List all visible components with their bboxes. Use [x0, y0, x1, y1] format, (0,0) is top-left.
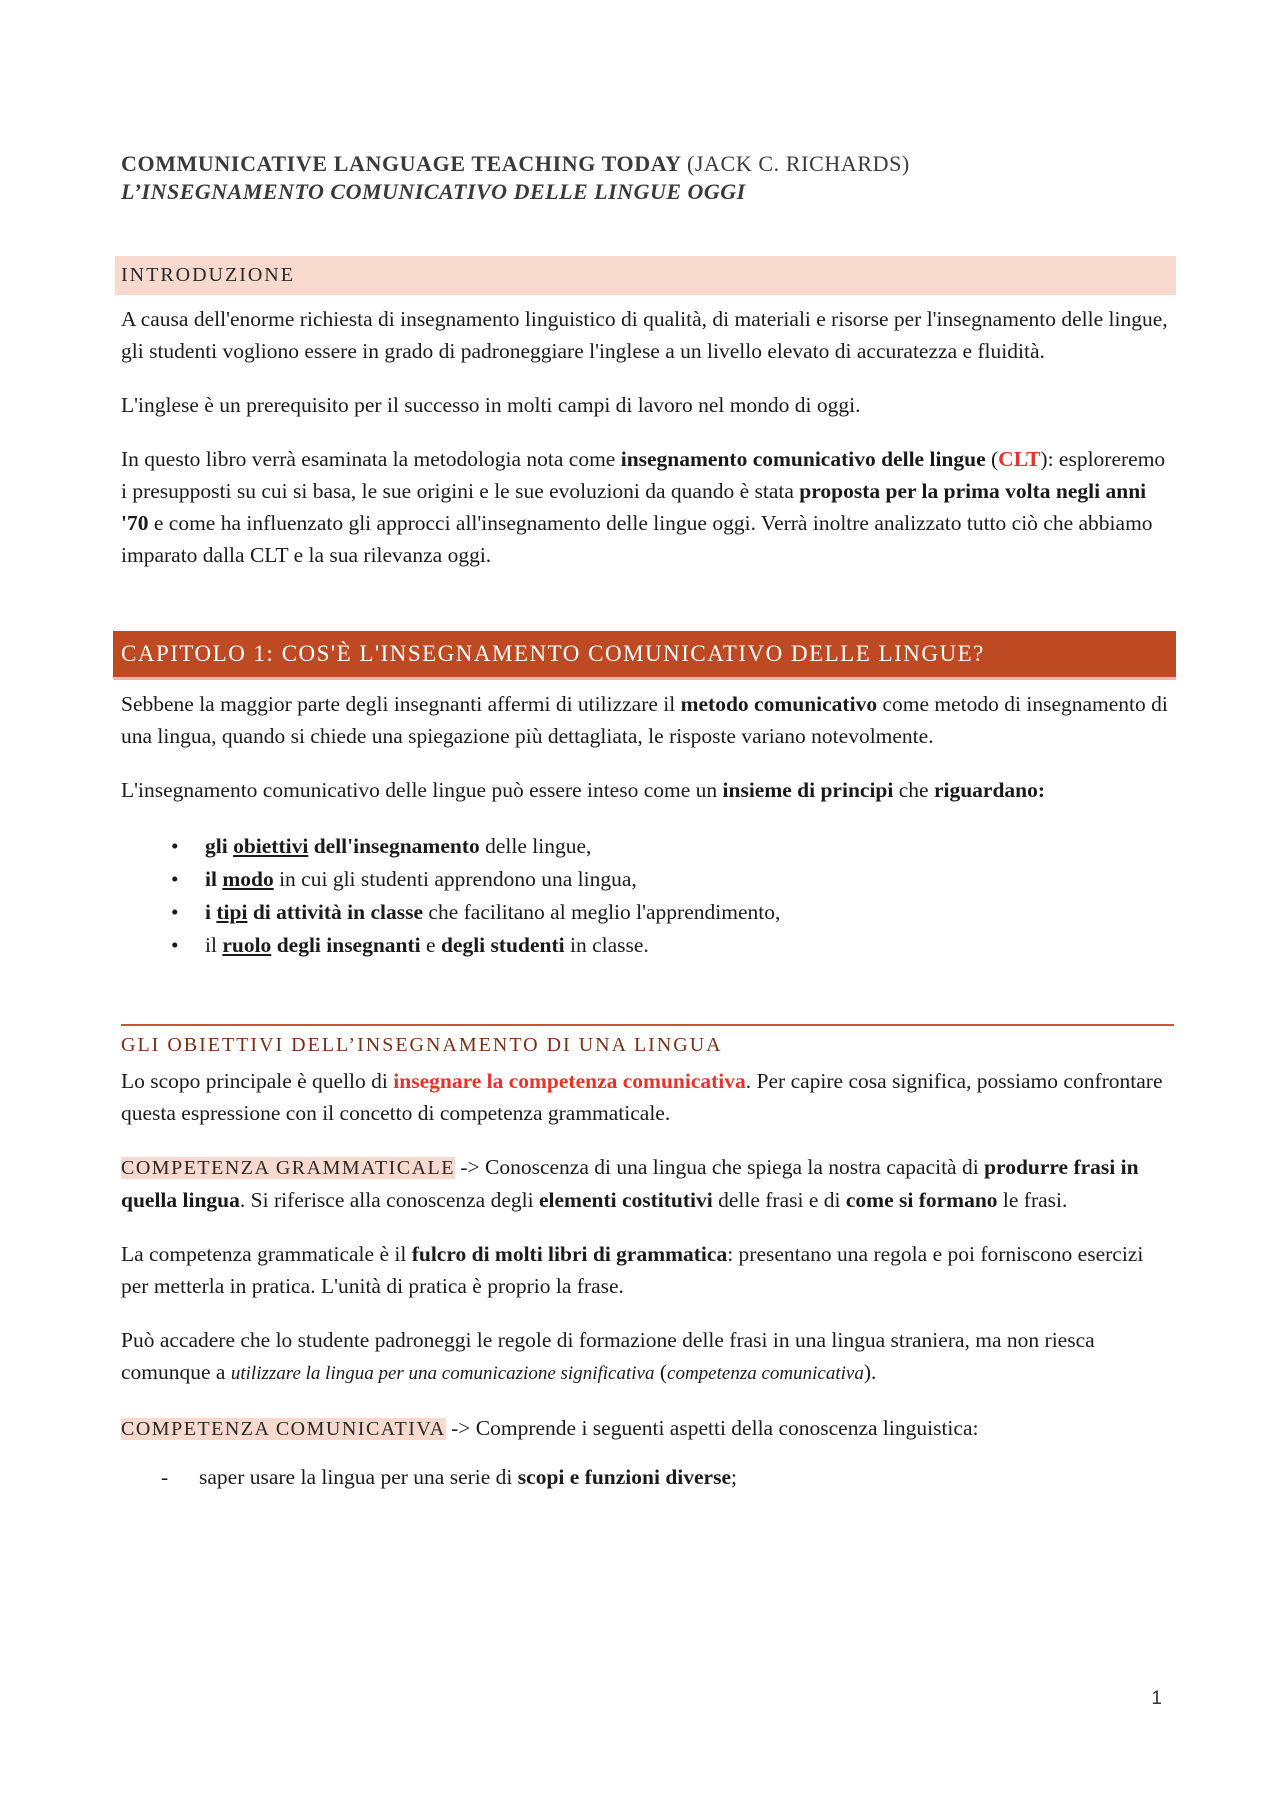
heading-obiettivi: GLI OBIETTIVI DELL’INSEGNAMENTO DI UNA LINGUA — [121, 1024, 1174, 1057]
intro-paragraph-2: L'inglese è un prerequisito per il successo in molti campi di lavoro nel mondo di oggi. — [121, 393, 861, 417]
bold-run: degli studenti — [440, 933, 565, 957]
underlined-run: tipi — [216, 900, 248, 924]
clt-highlight: CLT — [998, 447, 1041, 471]
bold-run: dell'insegnamento — [308, 834, 480, 858]
bullet-icon: • — [171, 900, 179, 924]
text-run: che facilitano al meglio l'apprendimento, — [423, 900, 781, 924]
text-run: delle frasi e di — [712, 1188, 846, 1212]
page-number: 1 — [1151, 1688, 1162, 1709]
text-run: ( — [985, 447, 999, 471]
bold-run: fulcro di molti libri di grammatica — [411, 1242, 728, 1266]
text-run: come metodo di insegnamento di una lingua, quando si chiede una spiegazione più dettagliata, le risposte variano notevolmente. — [121, 692, 1168, 748]
text-run: ( — [654, 1360, 668, 1384]
chapter1-paragraph-2 — [121, 774, 1171, 806]
document-subtitle: L’INSEGNAMENTO COMUNICATIVO DELLE LINGUE OGGI — [121, 179, 746, 204]
red-highlight: insegnare la competenza comunicativa — [393, 1069, 746, 1093]
section1-paragraph-4 — [121, 1324, 1171, 1390]
italic-run: utilizzare la lingua per una comunicazione significativa — [230, 1363, 655, 1384]
bold-run: i — [205, 900, 217, 924]
bold-run: il — [205, 867, 223, 891]
underlined-run: obiettivi — [233, 834, 309, 858]
text-run: Può accadere che lo studente padroneggi le regole di formazione delle frasi in una lingua straniera, ma non riesca comunque a — [121, 1328, 1095, 1384]
text-run: In questo libro verrà esaminata la metodologia nota come — [121, 447, 621, 471]
title-main: COMMUNICATIVE LANGUAGE TEACHING TODAY — [121, 151, 681, 176]
chapter1-paragraph-1 — [121, 688, 1171, 752]
bold-run: insieme di principi — [722, 778, 894, 802]
bold-run: elementi costitutivi — [538, 1188, 713, 1212]
intro-paragraph-1: A causa dell'enorme richiesta di insegnamento linguistico di qualità, di materiali e risorse per l'insegnamento delle lingue, gli studenti vogliono essere in grado di padroneggiare l'inglese a un livello elevato di accuratezza e fluidità. — [121, 307, 1168, 363]
bullet-icon: • — [171, 933, 179, 957]
bold-run: insegnamento comunicativo delle lingue — [620, 447, 986, 471]
bullet-icon: • — [171, 867, 179, 891]
section1-paragraph-2 — [121, 1151, 1171, 1216]
text-run: -> Comprende i seguenti aspetti della conoscenza linguistica: — [445, 1416, 979, 1440]
dash-icon: - — [161, 1465, 169, 1489]
text-run: in classe. — [564, 933, 649, 957]
text-run: : presentano una regola e poi forniscono esercizi per metterla in pratica. L'unità di pratica è proprio la frase. — [121, 1242, 1144, 1298]
text-run: e — [420, 933, 441, 957]
text-run: che — [893, 778, 934, 802]
text-run: saper usare la lingua per una serie di — [199, 1465, 518, 1489]
principles-list — [121, 830, 1171, 962]
document-title — [121, 150, 1171, 178]
list-item — [171, 863, 1171, 896]
bold-run: gli — [205, 834, 234, 858]
underlined-run: ruolo — [222, 933, 272, 957]
text-run: Lo scopo principale è quello di — [121, 1069, 394, 1093]
page-content — [121, 150, 1171, 1493]
term-tag: COMPETENZA COMUNICATIVA — [121, 1418, 446, 1440]
text-run: -> Conoscenza di una lingua che spiega la nostra capacità di — [454, 1155, 985, 1179]
heading-introduzione: INTRODUZIONE — [115, 256, 1176, 295]
bold-run: come si formano — [845, 1188, 998, 1212]
bold-run: produrre frasi in quella lingua — [121, 1155, 1139, 1212]
title-author: (JACK C. RICHARDS) — [686, 151, 910, 176]
bold-run: metodo comunicativo — [680, 692, 878, 716]
text-run: il — [205, 933, 223, 957]
section1-paragraph-5 — [121, 1412, 1171, 1445]
text-run: La competenza grammaticale è il — [121, 1242, 412, 1266]
bullet-icon: • — [171, 834, 179, 858]
list-item — [171, 929, 1171, 962]
bold-run: degli insegnanti — [271, 933, 421, 957]
bold-run: proposta per la prima volta negli anni '70 — [121, 479, 1147, 535]
intro-paragraph-3 — [121, 443, 1171, 571]
list-item — [171, 896, 1171, 929]
bold-run: di attività in classe — [247, 900, 424, 924]
heading-capitolo-1: CAPITOLO 1: COS'È L'INSEGNAMENTO COMUNICATIVO DELLE LINGUE? — [113, 631, 1176, 680]
text-run: delle lingue, — [479, 834, 592, 858]
term-tag: COMPETENZA GRAMMATICALE — [121, 1157, 455, 1179]
text-run: Sebbene la maggior parte degli insegnanti affermi di utilizzare il — [121, 692, 681, 716]
underlined-run: modo — [222, 867, 274, 891]
text-run: . Per capire cosa significa, possiamo confrontare questa espressione con il concetto di competenza grammaticale. — [121, 1069, 1163, 1125]
bold-run: scopi e funzioni diverse — [517, 1465, 732, 1489]
text-run: ). — [863, 1360, 877, 1384]
list-item — [161, 1461, 1171, 1493]
section1-paragraph-3 — [121, 1238, 1171, 1302]
text-run: L'insegnamento comunicativo delle lingue può essere inteso come un — [121, 778, 723, 802]
text-run: ; — [731, 1465, 737, 1489]
list-item — [171, 830, 1171, 863]
competence-list — [121, 1461, 1171, 1493]
text-run: e come ha influenzato gli approcci all'insegnamento delle lingue oggi. Verrà inoltre analizzato tutto ciò che abbiamo imparato dalla CLT e la sua rilevanza oggi. — [121, 511, 1153, 567]
text-run: le frasi. — [997, 1188, 1068, 1212]
italic-run: competenza comunicativa — [667, 1363, 864, 1384]
bold-run: riguardano: — [933, 778, 1046, 802]
text-run: . Si riferisce alla conoscenza degli — [239, 1188, 539, 1212]
text-run: in cui gli studenti apprendono una lingua, — [273, 867, 637, 891]
text-run: ): esploreremo i presupposti su cui si basa, le sue origini e le sue evoluzioni da quando è stata — [121, 447, 1166, 503]
section1-paragraph-1 — [121, 1065, 1171, 1129]
